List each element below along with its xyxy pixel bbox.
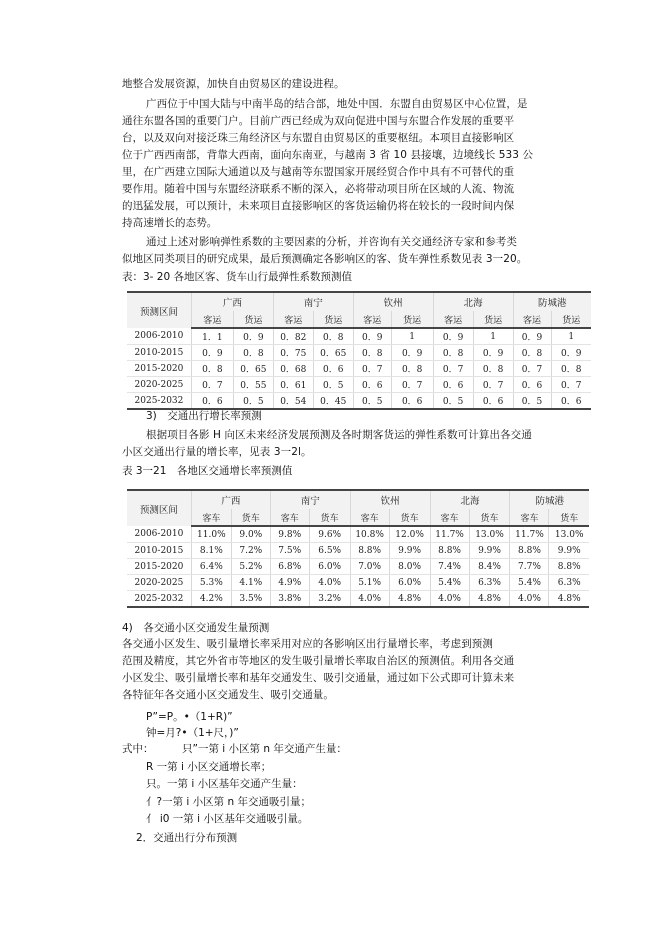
value-cell: 4.8% xyxy=(389,591,430,608)
table-row xyxy=(127,526,589,543)
period-header: 预测区间 xyxy=(127,490,191,526)
value-cell: 0．65 xyxy=(313,345,353,361)
value-cell: 0．55 xyxy=(233,377,273,393)
value-cell: 8.1% xyxy=(191,543,231,559)
section-heading: 3) 交通出行增长率预测 xyxy=(146,410,262,422)
value-cell: 0．7 xyxy=(513,361,551,377)
value-cell: 0．6 xyxy=(473,393,513,410)
definition-line: 亻?一第 i 小区第 n 年交通吸引量； xyxy=(146,796,311,808)
value-cell: 0．7 xyxy=(551,377,591,393)
value-cell: 4.0% xyxy=(350,591,389,608)
value-cell: 0．7 xyxy=(391,377,433,393)
value-cell: 0．6 xyxy=(513,377,551,393)
sub-header: 货运 xyxy=(551,311,591,328)
definition-line: 只。一第 i 小区基年交通产生量： xyxy=(146,778,303,790)
value-cell: 0．9 xyxy=(391,345,433,361)
value-cell: 8.8% xyxy=(430,543,469,559)
period-cell: 2025-2032 xyxy=(127,393,191,410)
value-cell: 5.1% xyxy=(350,575,389,591)
paragraph-line: 小区发尘、吸引量增长率和基年交通发生、吸引交通量，通过如下公式即可计算未来 xyxy=(122,672,515,684)
value-cell: 0．5 xyxy=(353,393,391,410)
sub-header: 客车 xyxy=(350,509,389,526)
value-cell: 4.0% xyxy=(510,591,549,608)
value-cell: 9.6% xyxy=(309,526,350,543)
value-cell: 0．9 xyxy=(353,328,391,345)
paragraph-line: 小区交通出行量的增长率，见表 3一2l。 xyxy=(122,446,312,458)
sub-header: 客车 xyxy=(270,509,309,526)
value-cell: 5.2% xyxy=(231,559,270,575)
value-cell: 0．9 xyxy=(513,328,551,345)
value-cell: 1 xyxy=(473,328,513,345)
sub-header: 货运 xyxy=(313,311,353,328)
value-cell: 0．9 xyxy=(473,345,513,361)
value-cell: 0．8 xyxy=(473,361,513,377)
value-cell: 0．54 xyxy=(273,393,313,410)
value-cell: 0．6 xyxy=(551,393,591,410)
region-header: 北海 xyxy=(430,490,510,509)
table-row xyxy=(127,328,591,345)
value-cell: 0．6 xyxy=(313,361,353,377)
value-cell: 3.2% xyxy=(309,591,350,608)
section-heading: 2．交通出行分布预测 xyxy=(136,832,238,844)
value-cell: 9.0% xyxy=(231,526,270,543)
value-cell: 9.9% xyxy=(549,543,589,559)
value-cell: 0．5 xyxy=(513,393,551,410)
period-cell: 2010-2015 xyxy=(127,543,191,559)
definition-line: 亻 i0 一第 i 小区基年交通吸引量。 xyxy=(146,813,309,825)
value-cell: 11.0% xyxy=(191,526,231,543)
region-header: 北海 xyxy=(433,292,513,311)
section-heading: 4) 各交通小区交通发生量预测 xyxy=(122,622,270,634)
region-header: 广西 xyxy=(191,490,270,509)
paragraph-line: 台，以及双向对接泛珠三角经济区与东盟自由贸易区的重要枢纽。本项目直接影响区 xyxy=(122,132,515,144)
table1-caption: 表：3- 20 各地区客、货车山行最弹性系数预测值 xyxy=(122,271,353,283)
value-cell: 12.0% xyxy=(389,526,430,543)
definition-line: R 一第 i 小区交通增长率； xyxy=(146,761,272,773)
sub-header: 客运 xyxy=(433,311,473,328)
value-cell: 8.4% xyxy=(469,559,510,575)
value-cell: 3.5% xyxy=(231,591,270,608)
value-cell: 0．6 xyxy=(353,377,391,393)
period-cell: 2015-2020 xyxy=(127,559,191,575)
paragraph-line: 各交通小区发生、吸引量增长率采用对应的各影响区出行量增长率，考虑到预测 xyxy=(122,638,493,650)
value-cell: 1 xyxy=(391,328,433,345)
value-cell: 4.9% xyxy=(270,575,309,591)
value-cell: 0．8 xyxy=(513,345,551,361)
region-header: 防城港 xyxy=(510,490,589,509)
value-cell: 0．5 xyxy=(433,393,473,410)
value-cell: 0．9 xyxy=(551,345,591,361)
value-cell: 0．61 xyxy=(273,377,313,393)
sub-header: 货车 xyxy=(469,509,510,526)
paragraph-line: 通过上述对影响弹性系数的主要因素的分析，并咨询有关交通经济专家和参考类 xyxy=(146,236,517,248)
value-cell: 0．82 xyxy=(273,328,313,345)
period-cell: 2020-2025 xyxy=(127,377,191,393)
paragraph-line: 根据项目各影 H 向区未来经济发展预测及各时期客货运的弹性系数可计算出各交通 xyxy=(146,429,532,441)
value-cell: 0．6 xyxy=(391,393,433,410)
value-cell: 0．8 xyxy=(313,328,353,345)
value-cell: 7.4% xyxy=(430,559,469,575)
value-cell: 7.5% xyxy=(270,543,309,559)
table-row xyxy=(127,559,589,575)
value-cell: 4.2% xyxy=(191,591,231,608)
period-cell: 2006-2010 xyxy=(127,526,191,543)
value-cell: 6.5% xyxy=(309,543,350,559)
value-cell: 4.0% xyxy=(430,591,469,608)
value-cell: 6.3% xyxy=(549,575,589,591)
sub-header: 客运 xyxy=(273,311,313,328)
period-cell: 2025-2032 xyxy=(127,591,191,608)
value-cell: 6.0% xyxy=(309,559,350,575)
value-cell: 0．7 xyxy=(353,361,391,377)
formula-attraction: 钟=月?•（1+尺，)” xyxy=(146,727,239,739)
sub-header: 货运 xyxy=(391,311,433,328)
sub-header: 客运 xyxy=(191,311,233,328)
region-header: 南宁 xyxy=(273,292,353,311)
table-row xyxy=(127,591,589,608)
value-cell: 0．8 xyxy=(233,345,273,361)
region-header: 钦州 xyxy=(350,490,430,509)
value-cell: 11.7% xyxy=(430,526,469,543)
paragraph-line: 里，在广西建立国际大通道以及与越南等东盟国家开展经贸合作中具有不可替代的重 xyxy=(122,166,515,178)
region-header: 南宁 xyxy=(270,490,350,509)
value-cell: 10.8% xyxy=(350,526,389,543)
table-row xyxy=(127,575,589,591)
paragraph-line: 位于广西西南部，背靠大西南，面向东南亚，与越南 3 省 10 县接壤，边境线长 533 公 xyxy=(122,149,534,161)
region-header: 防城港 xyxy=(513,292,591,311)
sub-header: 客运 xyxy=(513,311,551,328)
value-cell: 6.4% xyxy=(191,559,231,575)
value-cell: 8.8% xyxy=(350,543,389,559)
value-cell: 0．75 xyxy=(273,345,313,361)
value-cell: 0．8 xyxy=(391,361,433,377)
region-header: 钦州 xyxy=(353,292,433,311)
value-cell: 4.1% xyxy=(231,575,270,591)
period-cell: 2020-2025 xyxy=(127,575,191,591)
formula-production: P”=P。•（1+R)” xyxy=(146,711,233,723)
value-cell: 6.3% xyxy=(469,575,510,591)
sub-header: 客运 xyxy=(353,311,391,328)
period-header: 预测区间 xyxy=(127,292,191,328)
value-cell: 0．8 xyxy=(191,361,233,377)
paragraph-line: 的迅猛发展，可以预计，未来项目直接影响区的客货运输仍将在较长的一段时间内保 xyxy=(122,200,515,212)
paragraph-line: 持高速增长的态势。 xyxy=(122,217,218,229)
table-row xyxy=(127,345,591,361)
value-cell: 13.0% xyxy=(469,526,510,543)
table-row xyxy=(127,361,591,377)
sub-header: 货运 xyxy=(473,311,513,328)
value-cell: 0．7 xyxy=(191,377,233,393)
value-cell: 0．9 xyxy=(233,328,273,345)
where-label: 式中： xyxy=(122,743,154,755)
value-cell: 13.0% xyxy=(549,526,589,543)
value-cell: 5.3% xyxy=(191,575,231,591)
value-cell: 9.9% xyxy=(389,543,430,559)
value-cell: 3.8% xyxy=(270,591,309,608)
value-cell: 4.8% xyxy=(469,591,510,608)
paragraph-line: 通往东盟各国的重要门户。目前广西已经成为双向促进中国与东盟合作发展的重要平 xyxy=(122,115,515,127)
value-cell: 0．9 xyxy=(191,345,233,361)
value-cell: 6.0% xyxy=(389,575,430,591)
elasticity-table xyxy=(127,291,591,410)
value-cell: 9.8% xyxy=(270,526,309,543)
paragraph-line: 各特征年各交通小区交通发生、吸引交通量。 xyxy=(122,689,334,701)
value-cell: 7.7% xyxy=(510,559,549,575)
region-header: 广西 xyxy=(191,292,273,311)
table-row xyxy=(127,543,589,559)
value-cell: 0．8 xyxy=(551,361,591,377)
value-cell: 6.8% xyxy=(270,559,309,575)
table-row xyxy=(127,377,591,393)
table2-caption: 表 3一21 各地区交通增长率预测值 xyxy=(122,465,293,477)
sub-header: 客车 xyxy=(191,509,231,526)
value-cell: 1 xyxy=(551,328,591,345)
value-cell: 4.0% xyxy=(309,575,350,591)
value-cell: 0．6 xyxy=(433,377,473,393)
value-cell: 4.8% xyxy=(549,591,589,608)
sub-header: 客车 xyxy=(510,509,549,526)
table-row xyxy=(127,393,591,410)
value-cell: 0．7 xyxy=(473,377,513,393)
value-cell: 0．6 xyxy=(191,393,233,410)
paragraph-line: 地整合发展资源，加快自由贸易区的建设进程。 xyxy=(122,78,345,90)
period-cell: 2015-2020 xyxy=(127,361,191,377)
value-cell: 0．8 xyxy=(433,345,473,361)
value-cell: 7.0% xyxy=(350,559,389,575)
period-cell: 2010-2015 xyxy=(127,345,191,361)
value-cell: 0．45 xyxy=(313,393,353,410)
growth-rate-table xyxy=(127,489,589,608)
paragraph-line: 范围及精度，其它外省市等地区的发生吸引量增长率取自治区的预测值。利用各交通 xyxy=(122,655,515,667)
sub-header: 货车 xyxy=(389,509,430,526)
value-cell: 5.4% xyxy=(430,575,469,591)
value-cell: 0．68 xyxy=(273,361,313,377)
value-cell: 9.9% xyxy=(469,543,510,559)
value-cell: 11.7% xyxy=(510,526,549,543)
paragraph-line: 似地区同类项目的研究成果，最后预测确定各影响区的客、货车弹性系数见表 3一20。 xyxy=(122,253,528,265)
sub-header: 货运 xyxy=(233,311,273,328)
value-cell: 7.2% xyxy=(231,543,270,559)
value-cell: 0．65 xyxy=(233,361,273,377)
paragraph-line: 广西位于中国大陆与中南半岛的结合部，地处中国．东盟自由贸易区中心位置，是 xyxy=(146,98,528,110)
value-cell: 8.8% xyxy=(510,543,549,559)
value-cell: 0．5 xyxy=(233,393,273,410)
value-cell: 0．8 xyxy=(353,345,391,361)
value-cell: 8.0% xyxy=(389,559,430,575)
sub-header: 货车 xyxy=(231,509,270,526)
value-cell: 0．9 xyxy=(433,328,473,345)
value-cell: 5.4% xyxy=(510,575,549,591)
value-cell: 8.8% xyxy=(549,559,589,575)
sub-header: 客车 xyxy=(430,509,469,526)
value-cell: 0．7 xyxy=(433,361,473,377)
paragraph-line: 要作用。随着中国与东盟经济联系不断的深入，必将带动项目所在区域的人流、物流 xyxy=(122,183,515,195)
value-cell: 0．5 xyxy=(313,377,353,393)
sub-header: 货车 xyxy=(309,509,350,526)
period-cell: 2006-2010 xyxy=(127,328,191,345)
definition-line: 只”一第 i 小区第 n 年交通产生量： xyxy=(182,743,347,755)
value-cell: 1．1 xyxy=(191,328,233,345)
sub-header: 货车 xyxy=(549,509,589,526)
